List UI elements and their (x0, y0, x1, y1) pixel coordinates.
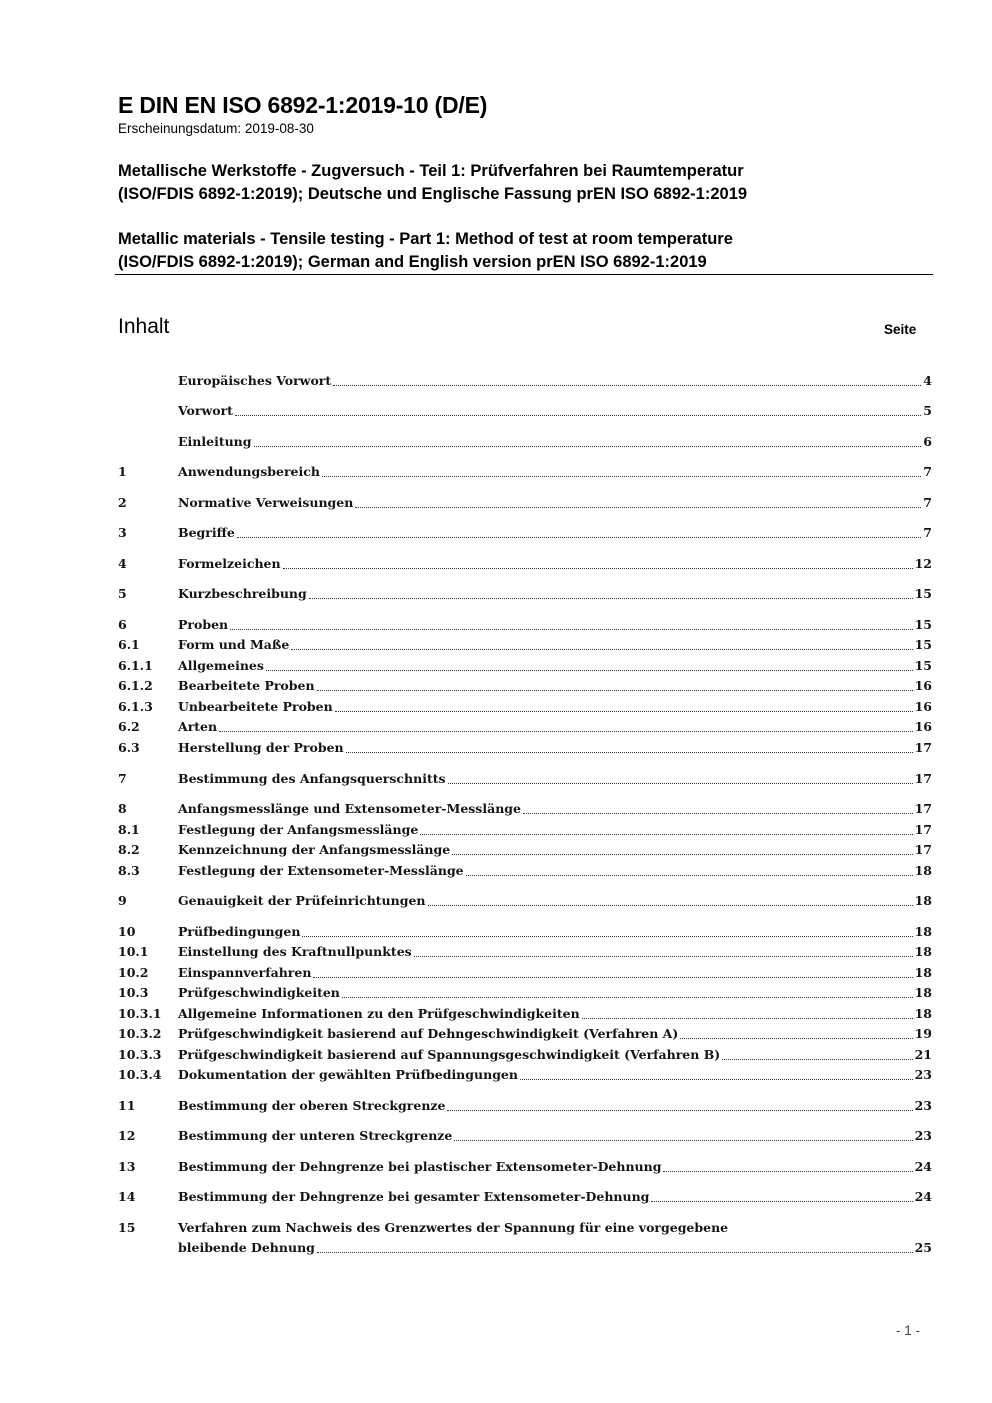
toc-leader-dots (651, 1201, 912, 1202)
toc-leader-dots (254, 446, 922, 447)
toc-entry-title: Einstellung des Kraftnullpunktes (178, 944, 412, 959)
toc-entry-page: 18 (914, 965, 932, 980)
toc-entry-title: Herstellung der Proben (178, 740, 344, 755)
table-of-contents (118, 0, 932, 1403)
toc-entry-number: 14 (118, 1189, 136, 1204)
toc-entry-number: 2 (118, 495, 127, 510)
toc-entry-title: Form und Maße (178, 637, 290, 652)
toc-entry[interactable] (118, 676, 932, 696)
toc-leader-dots (237, 537, 921, 538)
toc-entry-title: Verfahren zum Nachweis des Grenzwertes der Spannung für eine vorgegebene (178, 1220, 729, 1235)
toc-entry-title: Bestimmung der Dehngrenze bei gesamter Extensometer-Dehnung (178, 1189, 650, 1204)
toc-entry-page: 6 (923, 434, 932, 449)
toc-entry-page: 17 (914, 740, 932, 755)
toc-entry-number: 6.1 (118, 637, 140, 652)
toc-entry-page: 23 (914, 1067, 932, 1082)
toc-entry-page: 18 (914, 893, 932, 908)
toc-entry-page: 17 (914, 822, 932, 837)
toc-entry-page: 16 (914, 699, 932, 714)
toc-leader-dots (452, 854, 912, 855)
toc-entry-number: 6.1.2 (118, 678, 153, 693)
page-column-label: Seite (884, 322, 917, 337)
toc-entry-continuation[interactable] (178, 1238, 932, 1258)
toc-entry-title: Prüfbedingungen (178, 924, 301, 939)
toc-leader-dots (663, 1171, 912, 1172)
toc-entry-number: 8.2 (118, 842, 140, 857)
toc-entry-number: 7 (118, 771, 127, 786)
toc-entry-title: Kennzeichnung der Anfangsmesslänge (178, 842, 451, 857)
toc-leader-dots (283, 568, 913, 569)
toc-entry-number: 8 (118, 801, 127, 816)
toc-entry-title: Prüfgeschwindigkeit basierend auf Dehngeschwindigkeit (Verfahren A) (178, 1026, 679, 1041)
toc-entry-title: Anfangsmesslänge und Extensometer-Messlänge (178, 801, 521, 816)
toc-entry-title: Bestimmung der oberen Streckgrenze (178, 1098, 446, 1113)
toc-entry-page: 18 (914, 863, 932, 878)
toc-entry[interactable] (118, 738, 932, 758)
title-german-line-1: Metallische Werkstoffe - Zugversuch - Teil 1: Prüfverfahren bei Raumtemperatur (118, 162, 744, 180)
toc-leader-dots (235, 415, 921, 416)
toc-leader-dots (466, 875, 913, 876)
toc-leader-dots (722, 1059, 912, 1060)
toc-entry-title: Bestimmung der unteren Streckgrenze (178, 1128, 453, 1143)
toc-entry[interactable] (118, 493, 932, 513)
toc-leader-dots (680, 1038, 912, 1039)
toc-leader-dots (309, 598, 913, 599)
toc-entry[interactable] (118, 371, 932, 391)
toc-entry-number: 13 (118, 1159, 136, 1174)
toc-entry-number: 10.3.2 (118, 1026, 162, 1041)
toc-entry-title: Bestimmung der Dehngrenze bei plastischer Extensometer-Dehnung (178, 1159, 662, 1174)
toc-entry-title: Einleitung (178, 434, 252, 449)
toc-entry-page: 7 (923, 464, 932, 479)
contents-heading: Inhalt (118, 315, 170, 338)
toc-entry[interactable] (118, 942, 932, 962)
toc-entry[interactable] (118, 1126, 932, 1146)
toc-entry-title: Festlegung der Extensometer-Messlänge (178, 863, 464, 878)
toc-entry-title: Begriffe (178, 525, 235, 540)
toc-entry-page: 15 (914, 637, 932, 652)
toc-entry-page: 15 (914, 658, 932, 673)
toc-entry-page: 19 (914, 1026, 932, 1041)
toc-entry[interactable] (118, 769, 932, 789)
toc-entry[interactable] (118, 820, 932, 840)
toc-entry-page: 16 (914, 678, 932, 693)
toc-leader-dots (219, 731, 912, 732)
toc-entry-title: Einspannverfahren (178, 965, 312, 980)
toc-entry-page: 7 (923, 525, 932, 540)
toc-leader-dots (414, 956, 913, 957)
toc-entry-title: Prüfgeschwindigkeit basierend auf Spannungsgeschwindigkeit (Verfahren B) (178, 1047, 721, 1062)
toc-entry-title: Prüfgeschwindigkeiten (178, 985, 340, 1000)
toc-entry-title: Normative Verweisungen (178, 495, 354, 510)
toc-entry-number: 10.3.1 (118, 1006, 162, 1021)
toc-entry-title: Arten (178, 719, 218, 734)
toc-entry-title: Allgemeines (178, 658, 264, 673)
toc-entry[interactable] (118, 983, 932, 1003)
toc-entry[interactable] (118, 1024, 932, 1044)
toc-entry[interactable] (118, 1004, 932, 1024)
toc-entry-page: 21 (914, 1047, 932, 1062)
toc-entry-page: 18 (914, 944, 932, 959)
toc-entry-page: 24 (914, 1189, 932, 1204)
toc-entry-title: Bestimmung des Anfangsquerschnitts (178, 771, 446, 786)
toc-entry-number: 6 (118, 617, 127, 632)
toc-entry[interactable] (118, 891, 932, 911)
toc-entry-page: 12 (914, 556, 932, 571)
toc-entry-number: 10.3.4 (118, 1067, 162, 1082)
toc-leader-dots (428, 905, 913, 906)
toc-entry-page: 23 (914, 1128, 932, 1143)
toc-entry[interactable] (118, 840, 932, 860)
toc-entry-page: 25 (914, 1240, 932, 1255)
toc-entry-number: 3 (118, 525, 127, 540)
toc-entry[interactable] (118, 922, 932, 942)
toc-entry[interactable] (118, 1157, 932, 1177)
toc-entry-number: 5 (118, 586, 127, 601)
toc-entry[interactable] (118, 861, 932, 881)
toc-leader-dots (523, 813, 913, 814)
toc-leader-dots (230, 629, 912, 630)
toc-entry-title: Proben (178, 617, 229, 632)
toc-entry-page: 4 (923, 373, 932, 388)
toc-entry[interactable] (118, 615, 932, 635)
toc-entry-page: 17 (914, 771, 932, 786)
toc-entry[interactable] (118, 717, 932, 737)
toc-entry-title: Festlegung der Anfangsmesslänge (178, 822, 419, 837)
toc-entry[interactable] (118, 635, 932, 655)
publication-date: Erscheinungsdatum: 2019-08-30 (118, 121, 314, 136)
toc-entry-page: 18 (914, 924, 932, 939)
toc-entry-title: Bearbeitete Proben (178, 678, 315, 693)
toc-leader-dots (355, 507, 921, 508)
toc-leader-dots (333, 385, 921, 386)
toc-entry[interactable] (118, 401, 932, 421)
toc-entry-page: 17 (914, 801, 932, 816)
toc-entry-title: Europäisches Vorwort (178, 373, 332, 388)
toc-entry[interactable] (118, 963, 932, 983)
toc-leader-dots (291, 649, 912, 650)
toc-entry-number: 8.3 (118, 863, 140, 878)
toc-entry[interactable] (118, 1218, 932, 1238)
page-number: - 1 - (896, 1323, 921, 1338)
toc-entry[interactable] (118, 584, 932, 604)
toc-leader-dots (335, 711, 913, 712)
toc-entry-page: 24 (914, 1159, 932, 1174)
toc-entry-title: Allgemeine Informationen zu den Prüfgeschwindigkeiten (178, 1006, 580, 1021)
document-id: E DIN EN ISO 6892-1:2019-10 (D/E) (118, 92, 488, 118)
toc-leader-dots (346, 752, 913, 753)
toc-entry-page: 16 (914, 719, 932, 734)
toc-entry-page: 5 (923, 403, 932, 418)
toc-entry-number: 10.1 (118, 944, 149, 959)
toc-leader-dots (302, 936, 912, 937)
toc-entry-page: 17 (914, 842, 932, 857)
toc-leader-dots (313, 977, 912, 978)
toc-entry[interactable] (118, 799, 932, 819)
toc-entry[interactable] (118, 1045, 932, 1065)
toc-leader-dots (266, 670, 913, 671)
toc-entry[interactable] (118, 1096, 932, 1116)
toc-leader-dots (322, 476, 921, 477)
toc-entry-number: 9 (118, 893, 127, 908)
toc-entry-page: 18 (914, 1006, 932, 1021)
toc-entry-page: 15 (914, 586, 932, 601)
toc-entry-page: 7 (923, 495, 932, 510)
toc-entry-page: 15 (914, 617, 932, 632)
toc-entry[interactable] (118, 523, 932, 543)
toc-entry[interactable] (118, 462, 932, 482)
toc-entry-page: 23 (914, 1098, 932, 1113)
toc-entry-title: Dokumentation der gewählten Prüfbedingungen (178, 1067, 518, 1082)
toc-entry-number: 15 (118, 1220, 136, 1235)
toc-entry-title: Vorwort (178, 403, 233, 418)
toc-entry[interactable] (118, 656, 932, 676)
toc-entry-number: 6.2 (118, 719, 140, 734)
toc-entry-number: 12 (118, 1128, 136, 1143)
toc-leader-dots (448, 783, 913, 784)
toc-entry-number: 10 (118, 924, 136, 939)
toc-entry-number: 1 (118, 464, 127, 479)
toc-leader-dots (582, 1018, 913, 1019)
toc-leader-dots (317, 690, 913, 691)
toc-leader-dots (317, 1252, 913, 1253)
toc-entry-title: Genauigkeit der Prüfeinrichtungen (178, 893, 426, 908)
toc-leader-dots (454, 1140, 912, 1141)
toc-entry-title-continuation: bleibende Dehnung (178, 1240, 315, 1255)
toc-entry[interactable] (118, 697, 932, 717)
toc-leader-dots (420, 834, 912, 835)
toc-entry-number: 10.3 (118, 985, 149, 1000)
toc-entry-number: 8.1 (118, 822, 140, 837)
toc-leader-dots (520, 1079, 913, 1080)
title-english-line-2: (ISO/FDIS 6892-1:2019); German and English version prEN ISO 6892-1:2019 (118, 253, 707, 271)
toc-entry-number: 6.1.1 (118, 658, 153, 673)
toc-entry-number: 10.3.3 (118, 1047, 162, 1062)
toc-leader-dots (342, 997, 913, 998)
title-english-line-1: Metallic materials - Tensile testing - Part 1: Method of test at room temperature (118, 230, 733, 248)
toc-entry[interactable] (118, 1065, 932, 1085)
toc-entry-title: Anwendungsbereich (178, 464, 320, 479)
toc-entry-title: Kurzbeschreibung (178, 586, 307, 601)
toc-entry-title: Formelzeichen (178, 556, 281, 571)
toc-entry-number: 10.2 (118, 965, 149, 980)
toc-entry-page: 18 (914, 985, 932, 1000)
title-german-line-2: (ISO/FDIS 6892-1:2019); Deutsche und Englische Fassung prEN ISO 6892-1:2019 (118, 185, 748, 203)
toc-entry-number: 4 (118, 556, 127, 571)
toc-leader-dots (447, 1110, 912, 1111)
toc-entry-number: 6.3 (118, 740, 140, 755)
toc-entry[interactable] (118, 1187, 932, 1207)
toc-entry-number: 6.1.3 (118, 699, 153, 714)
toc-entry-number: 11 (118, 1098, 136, 1113)
toc-entry-title: Unbearbeitete Proben (178, 699, 333, 714)
toc-entry[interactable] (118, 432, 932, 452)
toc-entry[interactable] (118, 554, 932, 574)
